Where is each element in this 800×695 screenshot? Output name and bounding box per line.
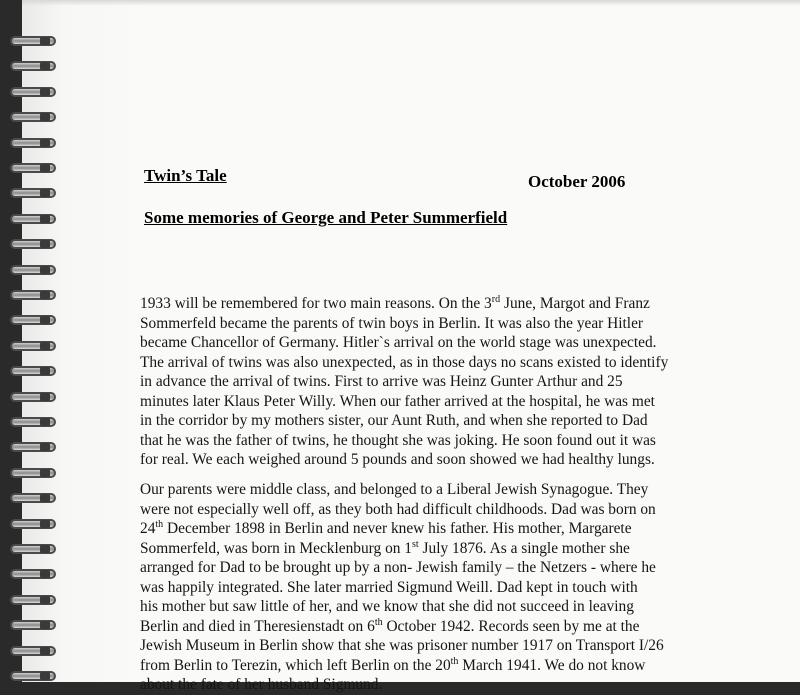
text-run: October 1942. Records seen by me at the — [382, 617, 640, 635]
superscript: th — [450, 655, 459, 667]
text-run: Berlin and died in Theresienstadt on 6 — [140, 617, 375, 635]
text-line — [140, 353, 730, 373]
text-line — [140, 597, 730, 617]
text-line — [140, 431, 730, 451]
text-run: were not especially well off, as they both had difficult childhoods. Dad was born on — [140, 500, 656, 518]
text-run: was happily integrated. She later married Sigmund Weill. Dad kept in touch with — [140, 578, 638, 596]
text-run: his mother but saw little of her, and we know that she did not succeed in leaving — [140, 598, 634, 615]
binding-ring — [10, 517, 56, 531]
binding-ring — [10, 466, 56, 480]
text-line — [140, 411, 730, 431]
superscript: st — [412, 538, 419, 550]
text-run: for real. We each weighed around 5 pounds and soon showed we had healthy lungs. — [140, 451, 655, 468]
text-run: July 1876. As a single mother she — [418, 539, 630, 557]
text-run: Jewish Museum in Berlin show that she was prisoner number 1917 on Transport I/26 — [140, 637, 664, 654]
binding-ring — [10, 567, 56, 581]
document-title: Twin’s Tale — [144, 166, 227, 185]
text-run: became Chancellor of Germany. Hitler`s arrival on the world stage was unexpected. — [140, 334, 657, 351]
text-run: 24 — [140, 520, 156, 537]
text-run: Sommerfeld, was born in Mecklenburg on 1 — [140, 539, 412, 557]
text-line — [140, 578, 730, 598]
text-run: March 1941. We do not know — [458, 656, 646, 674]
binding-ring — [10, 34, 56, 48]
text-run: 1933 will be remembered for two main reasons. On the 3 — [140, 295, 492, 312]
spiral-binding — [0, 0, 70, 682]
text-run: minutes later Klaus Peter Willy. When our father arrived at the hospital, he was met — [140, 392, 655, 410]
binding-ring — [10, 669, 56, 683]
binding-ring — [10, 313, 56, 327]
document-date: October 2006 — [528, 172, 626, 191]
text-run: about the fate of her husband Sigmund. — [140, 676, 383, 693]
document-subtitle: Some memories of George and Peter Summerfield — [144, 208, 508, 227]
text-run: June, Margot and Franz — [500, 295, 650, 312]
text-run: The arrival of twins was also unexpected, as in those days no scans existed to identify — [140, 353, 669, 371]
text-run: Our parents were middle class, and belonged to a Liberal Jewish Synagogue. They — [140, 481, 649, 498]
binding-ring — [10, 59, 56, 73]
text-run: arranged for Dad to be brought up by a non- Jewish family – the Netzers - where he — [140, 559, 656, 576]
text-line — [140, 500, 730, 520]
paragraph-1 — [140, 294, 730, 470]
superscript: rd — [491, 293, 501, 305]
binding-ring — [10, 542, 56, 556]
superscript: th — [374, 616, 383, 628]
binding-ring — [10, 339, 56, 353]
text-run: in advance the arrival of twins. First to arrive was Heinz Gunter Arthur and 25 — [140, 373, 623, 390]
text-run: December 1898 in Berlin and never knew his father. His mother, Margarete — [163, 520, 632, 537]
binding-ring — [10, 263, 56, 277]
binding-ring — [10, 288, 56, 302]
binding-ring — [10, 161, 56, 175]
binding-ring — [10, 85, 56, 99]
text-line — [140, 636, 730, 656]
text-run: that he was the father of twins, he thought she was joking. He soon found out it was — [140, 431, 656, 449]
paragraph-2 — [140, 480, 730, 695]
binding-ring — [10, 110, 56, 124]
text-line — [140, 294, 730, 314]
text-line — [140, 656, 730, 676]
binding-ring — [10, 644, 56, 658]
text-run: in the corridor by my mothers sister, our Aunt Ruth, and when she reported to Dad — [140, 412, 648, 429]
text-line — [140, 675, 730, 695]
text-line — [140, 480, 730, 500]
superscript: th — [155, 518, 164, 530]
binding-ring — [10, 390, 56, 404]
text-line — [140, 333, 730, 353]
binding-ring — [10, 237, 56, 251]
text-run: from Berlin to Terezin, which left Berlin on the 20 — [140, 656, 451, 674]
text-line — [140, 392, 730, 412]
text-line — [140, 558, 730, 578]
binding-ring — [10, 593, 56, 607]
binding-ring — [10, 212, 56, 226]
binding-ring — [10, 415, 56, 429]
text-line — [140, 372, 730, 392]
binding-ring — [10, 440, 56, 454]
binding-ring — [10, 136, 56, 150]
text-line — [140, 314, 730, 334]
binding-ring — [10, 364, 56, 378]
text-line — [140, 617, 730, 637]
text-line — [140, 519, 730, 539]
text-line — [140, 450, 730, 470]
binding-ring — [10, 491, 56, 505]
binding-ring — [10, 618, 56, 632]
binding-ring — [10, 186, 56, 200]
text-run: Sommerfeld became the parents of twin boys in Berlin. It was also the year Hitler — [140, 314, 644, 332]
text-line — [140, 539, 730, 559]
notebook-page — [22, 0, 800, 693]
